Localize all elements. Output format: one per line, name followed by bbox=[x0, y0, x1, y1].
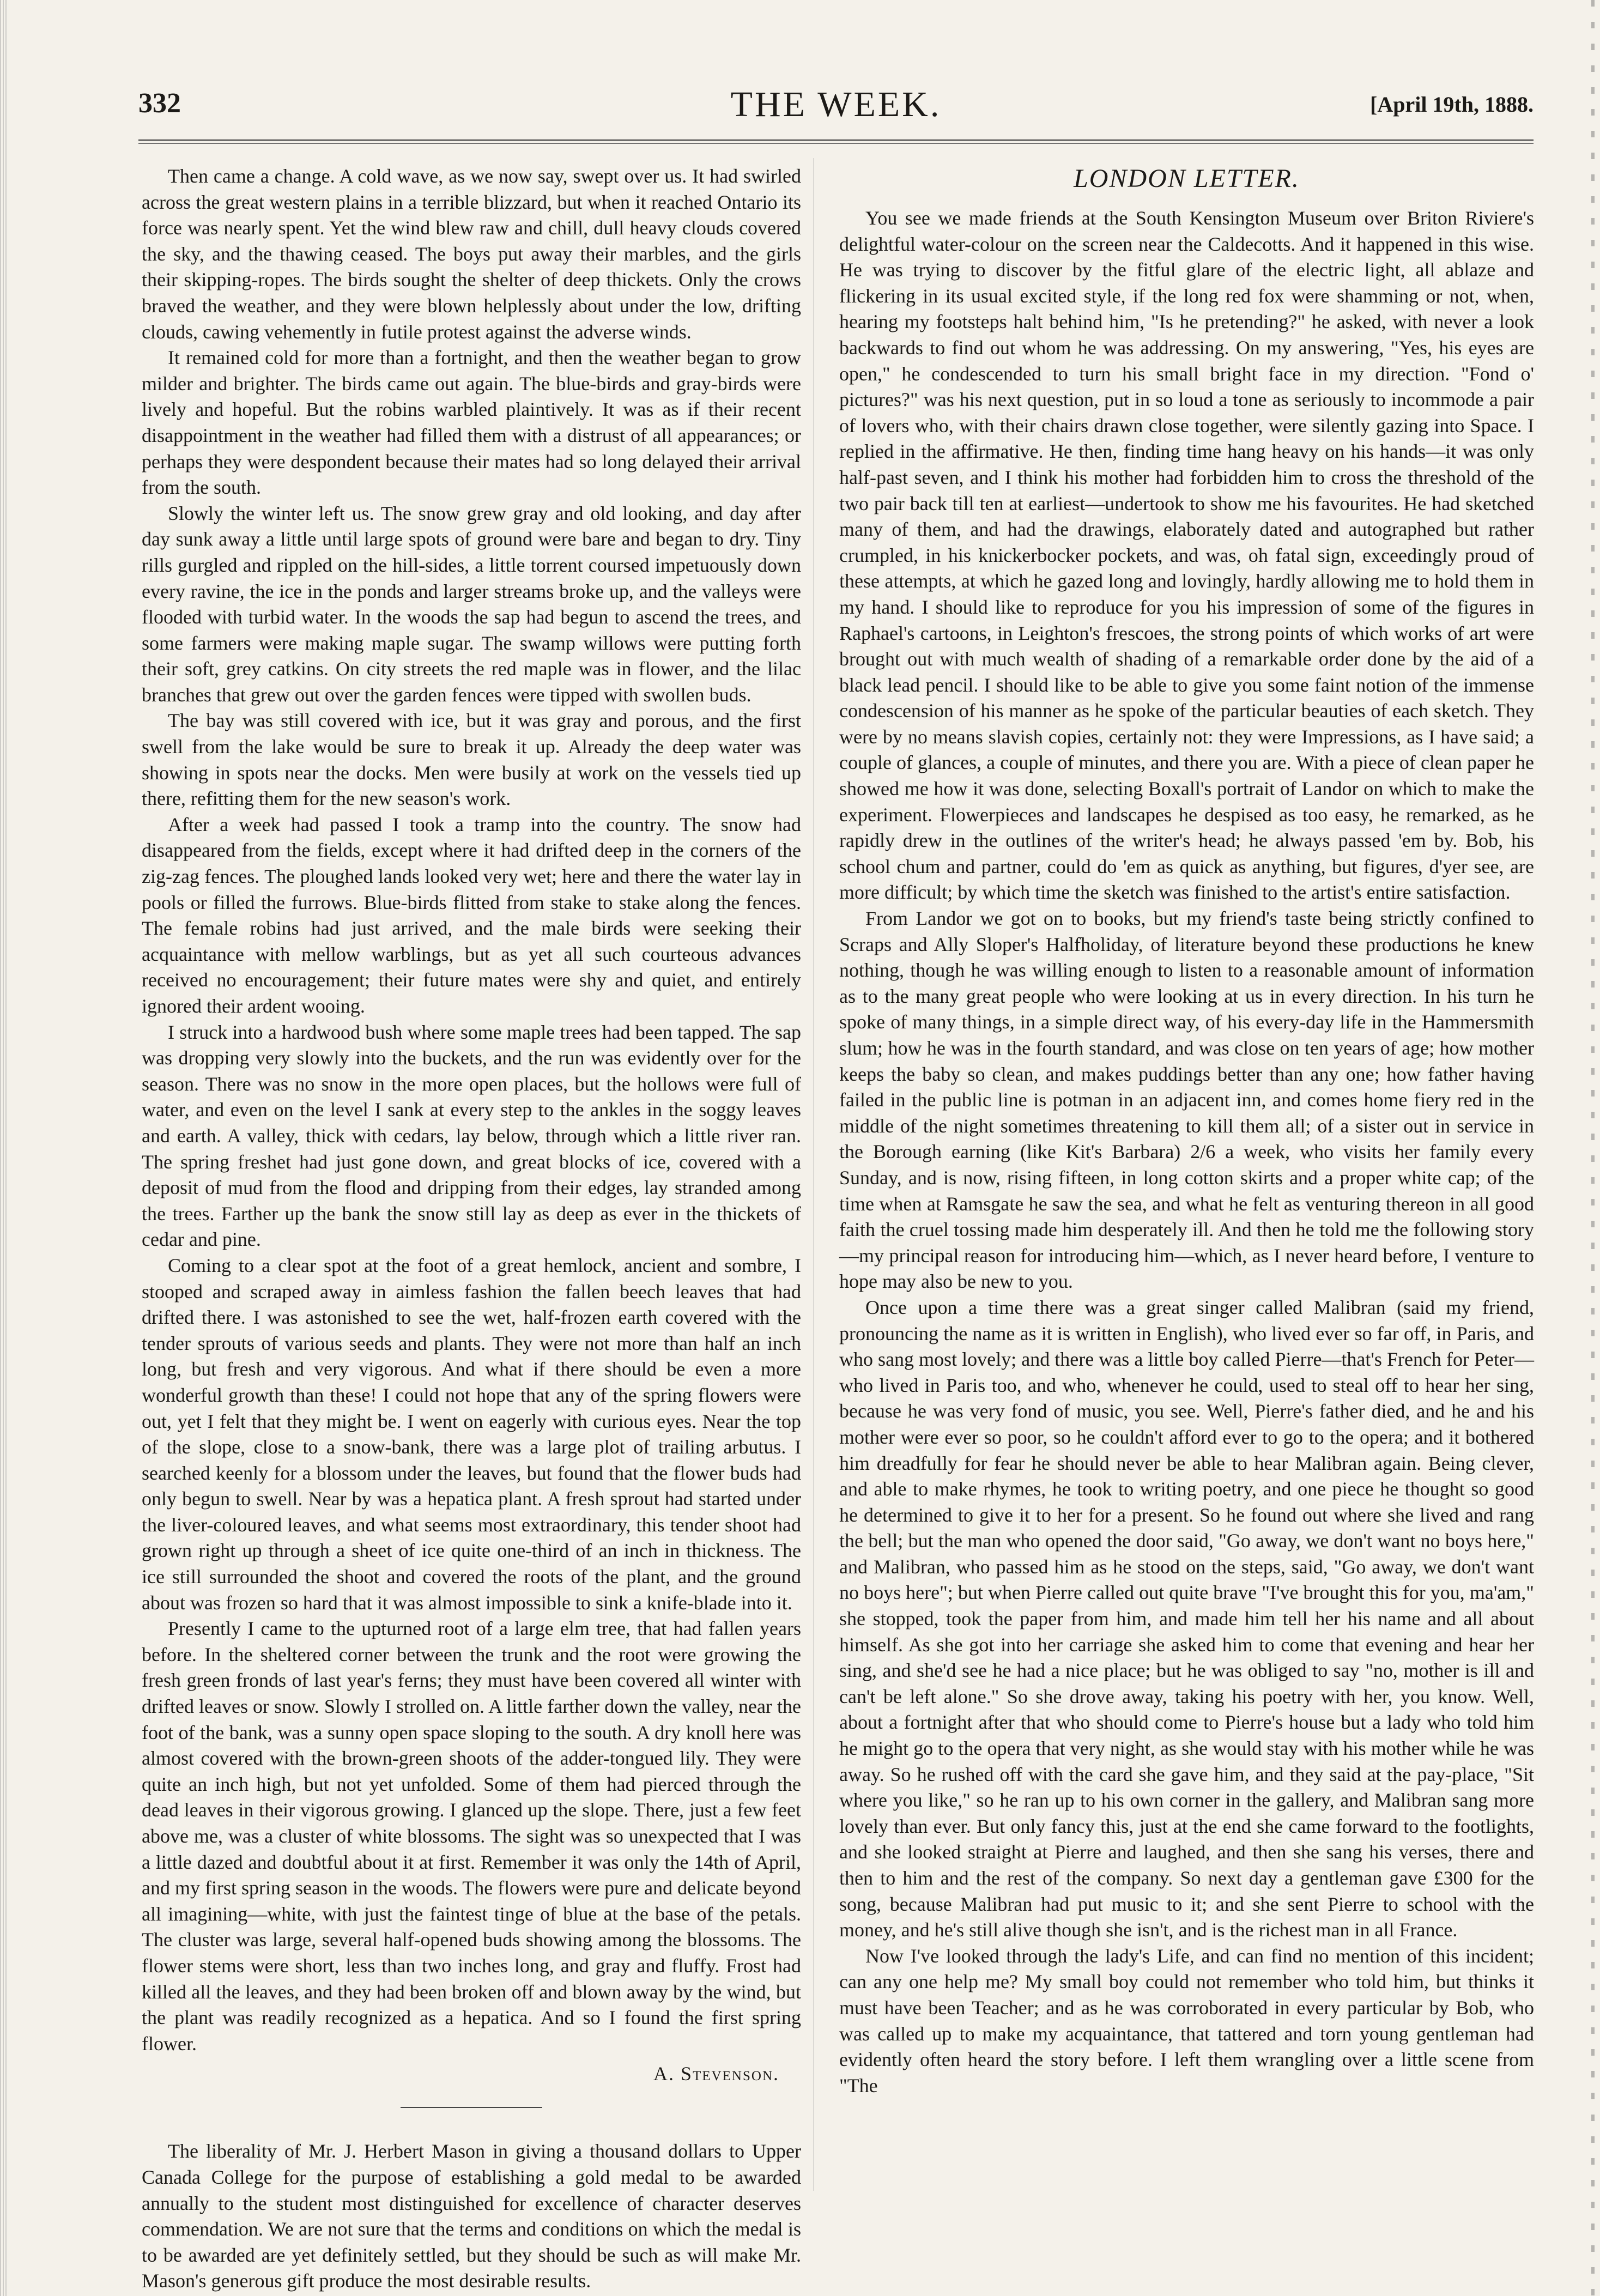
section-title: LONDON LETTER. bbox=[1074, 164, 1300, 193]
journal-title: THE WEEK. bbox=[730, 84, 942, 124]
paragraph: Then came a change. A cold wave, as we now say, swept over us. It had swirled across the great western plains in a terrible blizzard, but when it reached Ontario its force was nearly spent. Yet the wind blew raw and chill, dull heavy clouds covered the sky, and the thawing ceased. The boys put away their marbles, and the girls their skipping-ropes. The birds sought the shelter of deep thickets. Only the crows braved the weather, and they were blown helplessly about under the low, drifting clouds, cawing vehemently in futile protest against the adverse winds. bbox=[142, 165, 801, 343]
paragraph: The bay was still covered with ice, but it was gray and porous, and the first swell from the lake would be sure to break it up. Already the deep water was showing in spots near the docks. Men were busily at work on the vessels tied up there, refitting them for the new season's work. bbox=[142, 710, 801, 810]
paragraph: Now I've looked through the lady's Life, and can find no mention of this incident; can any one help me? My small boy could not remember who told him, but thinks it must have been Teacher; and as he was corroborated in every particular by Bob, who was called up to make my acquaintance, that tattered and torn young gentleman had evidently often heard the story before. I left them wrangling over a little scene from "The bbox=[839, 1944, 1534, 2097]
paragraph: Once upon a time there was a great singer called Malibran (said my friend, pronouncing the name as it is written in English), who lived ever so far off, in Paris, and who sang most lovely; and there was a little boy called Pierre—that's French for Peter—who lived in Paris too, and who, whenever he could, used to steal off to hear her sing, because he was very fond of music, you see. Well, Pierre's father died, and he and his mother were ever so poor, so he couldn't afford ever to go to the opera; and it bothered him dreadfully for fear he should never be able to hear Malibran again. Being clever, and able to make rhymes, he took to writing poetry, and one piece he thought so good he determined to give it to her for a present. So he found out where she lived and rang the bell; but the man who opened the door said, "Go away, we don't want no boys here," and Malibran, who passed him as he stood on the steps, said, "Go away, we don't want no boys here"; but when Pierre called out quite brave "I've brought this for you, ma'am," she stopped, took the paper from him, and made him tell her his name and all about himself. As she got into her carriage she asked him to come that evening and hear her sing, and she'd see he had a nice place; but he was obliged to say "no, mother is ill and can't be left alone." So she drove away, taking his poetry with her, you know. Well, about a fortnight after that who should come to Pierre's house but a lady who told him he might go to the opera that very night, as she would stay with his mother while he was away. So he rushed off with the card she gave him, and they said at the pay-place, "Sit where you like," so he ran up to his own corner in the gallery, and Malibran sang more lovely than ever. But only fancy this, just at the end she came forward to the footlights, and she looked straight at Pierre and laughed, and then she sang his verses, there and then to him and the rest of the company. So next day a gentleman gave £300 for the song, because Malibran had put music to it; and she sent Pierre to school with the money, and he's still alive though she isn't, and is the richest man in all France. bbox=[839, 1296, 1534, 1941]
paragraph: After a week had passed I took a tramp into the country. The snow had disappeared from the fields, except where it had drifted deep in the corners of the zig-zag fences. The ploughed lands looked very wet; here and there the water lay in pools or filled the furrows. Blue-birds flitted from stake to stake along the fences. The female robins had just arrived, and the male birds were seeking their acquaintance with mellow warblings, but as yet all such courteous advances received no encouragement; their future mates were shy and quiet, and entirely ignored their ardent wooing. bbox=[142, 813, 801, 1017]
section-divider bbox=[401, 2107, 542, 2108]
author-signature: A. Stevenson. bbox=[653, 2063, 779, 2085]
paragraph: Coming to a clear spot at the foot of a great hemlock, ancient and sombre, I stooped and scraped away in aimless fashion the fallen beech leaves that had drifted there. I was astonished to see the wet, half-frozen earth covered with the tender sprouts of various seeds and plants. They were not more than half an inch long, but fresh and very vigorous. And what if there should be even a more wonderful growth than these! I could not hope that any of the spring flowers were out, yet I felt that they might be. I went on eagerly with curious eyes. Near the top of the slope, close to a snow-bank, there was a large plot of trailing arbutus. I searched keenly for a blossom under the leaves, but found that the flower buds had only begun to swell. Near by was a hepatica plant. A fresh sprout had started under the liver-coloured leaves, and what seems most extraordinary, this tender shoot had grown right up through a sheet of ice quite one-third of an inch in thickness. The ice still surrounded the shoot and covered the roots of the plant, and the ground about was frozen so hard that it was almost impossible to sink a knife-blade into it. bbox=[142, 1254, 801, 1614]
paragraph: Slowly the winter left us. The snow grew gray and old looking, and day after day sunk away a little until large spots of ground were bare and began to dry. Tiny rills gurgled and rippled on the hill-sides, a little torrent coursed impetuously down every ravine, the ice in the ponds and larger streams broke up, and the valleys were flooded with turbid water. In the woods the sap had begun to ascend the trees, and some farmers were making maple sugar. The swamp willows were putting forth their soft, grey catkins. On city streets the red maple was in flower, and the lilac branches that grew out over the garden fences were tipped with swollen buds. bbox=[142, 502, 801, 706]
page-header bbox=[138, 84, 1534, 139]
editorial-note-text: The liberality of Mr. J. Herbert Mason in giving a thousand dollars to Upper Canada College for the purpose of establishing a gold medal to be awarded annually to the student most distinguished for excellence of character deserves commendation. We are not sure that the terms and conditions on which the medal is to be awarded are yet definitely settled, but they should be such as will make Mr. Mason's generous gift produce the most desirable results. bbox=[142, 2140, 801, 2292]
scan-edge-right bbox=[1591, 0, 1595, 2296]
paragraph: It remained cold for more than a fortnight, and then the weather began to grow milder and brighter. The birds came out again. The blue-birds and gray-birds were lively and hopeful. But the robins warbled plaintively. It was as if their recent disappointment in the weather had filled them with a distrust of all appearances; or perhaps they were despondent because their mates had so long delayed their arrival from the south. bbox=[142, 347, 801, 499]
paragraph: You see we made friends at the South Kensington Museum over Briton Riviere's delightful water-colour on the screen near the Caldecotts. And it happened in this wise. He was trying to discover by the fitful glare of the electric light, all ablaze and flickering in its usual excited style, if the long red fox were shamming or not, when, hearing my footsteps halt behind him, "Is he pretending?" he asked, with never a look backwards to find out whom he was addressing. On my answering, "Yes, his eyes are open," he condescended to turn his small bright face in my direction. "Fond o' pictures?" was his next question, put in so loud a tone as seriously to incommode a pair of lovers who, with their chairs drawn close together, were silently gazing into Space. I replied in the affirmative. He then, finding time hang heavy on his hands—it was only half-past seven, and I think his mother had forbidden him to cross the threshold of the two pair back till ten at earliest—undertook to show me his favourites. He had sketched many of them, and had the drawings, elaborately dated and autographed but rather crumpled, in his knickerbocker pockets, and was, oh fatal sign, exceedingly proud of these attempts, at which he gazed long and lovingly, hardly allowing me to hold them in my hand. I should like to reproduce for you his impression of some of the figures in Raphael's cartoons, in Leighton's frescoes, the strong points of which works of art were brought out with much wealth of shading of a remarkable order done by the aid of a black lead pencil. I should like to be able to give you some faint notion of the immense condescension of his manner as he spoke of the particular beauties of each sketch. They were by no means slavish copies, certainly not: they were Impressions, as I have said; a couple of glances, a couple of minutes, and there you are. With a piece of clean paper he showed me how it was done, selecting Boxall's portrait of Landor on which to make the experiment. Flowerpieces and landscapes he despised as too easy, he remarked, as he rapidly drew in the outlines of the writer's head; he always passed 'em by. Bob, his school chum and partner, could do 'em as quick as anything, but figures, d'yer see, are more difficult; by which time the sketch was finished to the artist's entire satisfaction. bbox=[839, 207, 1534, 904]
left-column bbox=[142, 163, 801, 2294]
paragraph: From Landor we got on to books, but my friend's taste being strictly confined to Scraps and Ally Sloper's Halfholiday, of literature beyond these productions he knew nothing, though he was willing enough to listen to a reasonable amount of information as to the many great people who were looking at us in every direction. In his turn he spoke of many things, in a simple direct way, of his every-day life in the Hammersmith slum; how he was in the fourth standard, and was close on ten years of age; how mother keeps the baby so clean, and makes puddings better than any one; how father having failed in the public line is potman in an adjacent inn, and comes home fiery red in the middle of the night sometimes threatening to kill them all; of a sister out in service in the Borough earning (like Kit's Barbara) 2/6 a week, who visits her family every Sunday, and is now, rising fifteen, in long cotton skirts and a proper white cap; of the time when at Ramsgate he saw the sea, and what he felt as venturing thereon in all good faith the cruel tossing made him desperately ill. And then he told me the following story—my principal reason for introducing him—which, as I never heard before, I venture to hope may also be new to you. bbox=[839, 907, 1534, 1293]
header-rule-thin bbox=[138, 143, 1534, 144]
scan-edge-left bbox=[0, 0, 8, 2296]
editorial-note bbox=[142, 2139, 801, 2294]
header-rule bbox=[138, 140, 1534, 141]
page-number: 332 bbox=[138, 88, 181, 119]
paragraph: I struck into a hardwood bush where some maple trees had been tapped. The sap was dropping very slowly into the buckets, and the run was evidently over for the season. There was no snow in the more open places, but the hollows were full of water, and even on the level I sank at every step to the ankles in the soggy leaves and earth. A valley, thick with cedars, lay below, through which a little river ran. The spring freshet had just gone down, and great blocks of ice, covered with a deposit of mud from the flood and dripping from their edges, lay stranded among the trees. Farther up the bank the snow still lay as deep as ever in the thickets of cedar and pine. bbox=[142, 1021, 801, 1251]
issue-date: [April 19th, 1888. bbox=[1370, 92, 1534, 117]
paragraph: Presently I came to the upturned root of a large elm tree, that had fallen years before. In the sheltered corner between the trunk and the root were growing the fresh green fronds of last year's ferns; they must have been covered all winter with drifted leaves or snow. Slowly I strolled on. A little farther down the valley, near the foot of the bank, was a sunny open space sloping to the south. A dry knoll here was almost covered with the brown-green shoots of the adder-tongued lily. They were quite an inch high, but not yet unfolded. Some of them had pierced through the dead leaves in their vigorous growing. I glanced up the slope. There, just a few feet above me, was a cluster of white blossoms. The sight was so unexpected that I was a little dazed and doubtful about it at first. Remember it was only the 14th of April, and my first spring season in the woods. The flowers were pure and delicate beyond all imagining—white, with just the faintest tinge of blue at the base of the petals. The cluster was large, several half-opened buds showing among the blossoms. The flower stems were short, less than two inches long, and gray and fluffy. Frost had killed all the leaves, and they had been broken off and blown away by the wind, but the plant was readily recognized as a hepatica. And so I found the first spring flower. bbox=[142, 1618, 802, 2055]
right-column bbox=[839, 163, 1534, 2099]
